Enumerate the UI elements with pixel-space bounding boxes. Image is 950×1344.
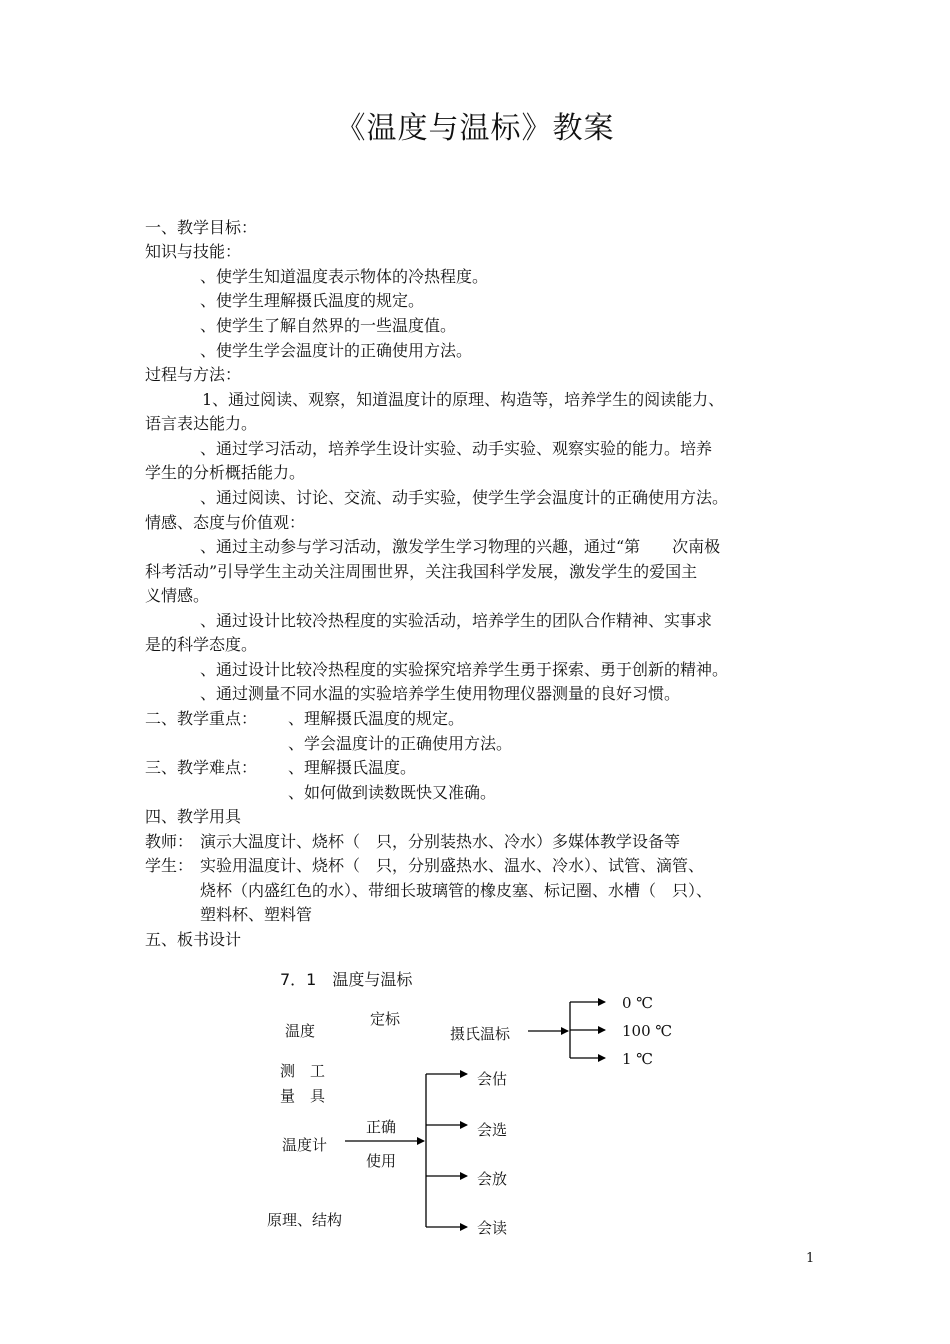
emotion-p1-line2: 科考活动”引导学生主动关注周围世界，关注我国科学发展，激发学生的爱国主 — [145, 562, 698, 581]
page-number: 1 — [806, 1251, 815, 1266]
section-3-heading: 三、教学难点： — [145, 758, 258, 777]
process-p1-line1: 1、通过阅读、观察，知道温度计的原理、构造等，培养学生的阅读能力、 — [202, 390, 725, 409]
board-skill-place: 会放 — [477, 1170, 508, 1188]
emotion-p2-line2: 是的科学态度。 — [145, 635, 258, 654]
process-p2-line1: 、通过学习活动，培养学生设计实验、动手实验、观察实验的能力。培养 — [200, 439, 713, 458]
student-tools-line3: 塑料杯、塑料管 — [200, 905, 313, 924]
emotion-heading: 情感、态度与价值观： — [145, 513, 306, 532]
section-2-heading: 二、教学重点： — [145, 709, 258, 728]
board-value-0: 0 ℃ — [622, 994, 654, 1012]
knowledge-item: 、使学生了解自然界的一些温度值。 — [200, 316, 457, 335]
emotion-p1-line1: 、通过主动参与学习活动，激发学生学习物理的兴趣，通过“第 次南极 — [200, 537, 721, 556]
section-4-heading: 四、教学用具 — [145, 807, 242, 826]
emotion-p2-line1: 、通过设计比较冷热程度的实验活动，培养学生的团队合作精神、实事求 — [200, 611, 713, 630]
student-label: 学生： — [145, 856, 194, 875]
process-p2-line2: 学生的分析概括能力。 — [145, 463, 306, 482]
board-temperature: 温度 — [285, 1022, 316, 1040]
board-use: 使用 — [366, 1152, 397, 1170]
board-title: 7．1 温度与温标 — [280, 970, 413, 989]
board-thermometer: 温度计 — [282, 1136, 328, 1154]
board-celsius-scale: 摄氏温标 — [450, 1025, 511, 1043]
process-p3: 、通过阅读、讨论、交流、动手实验，使学生学会温度计的正确使用方法。 — [200, 488, 729, 507]
knowledge-heading: 知识与技能： — [145, 242, 242, 261]
board-skill-estimate: 会估 — [477, 1070, 508, 1088]
teacher-label: 教师： — [145, 832, 194, 851]
key-point-item: 、学会温度计的正确使用方法。 — [288, 734, 513, 753]
board-principle: 原理、结构 — [267, 1211, 343, 1229]
student-tools-line2: 烧杯（内盛红色的水）、带细长玻璃管的橡皮塞、标记圈、水槽（ 只）、 — [200, 881, 713, 900]
knowledge-item: 、使学生知道温度表示物体的冷热程度。 — [200, 267, 489, 286]
section-1-heading: 一、教学目标： — [145, 218, 258, 237]
student-tools-line1: 实验用温度计、烧杯（ 只，分别盛热水、温水、冷水）、试管、滴管、 — [200, 856, 705, 875]
emotion-p3: 、通过设计比较冷热程度的实验探究培养学生勇于探索、勇于创新的精神。 — [200, 660, 729, 679]
knowledge-item: 、使学生理解摄氏温度的规定。 — [200, 291, 425, 310]
difficulty-item: 、理解摄氏温度。 — [288, 758, 417, 777]
page-title: 《温度与温标》教案 — [335, 111, 615, 146]
process-heading: 过程与方法： — [145, 365, 242, 384]
board-correct: 正确 — [366, 1118, 397, 1136]
difficulty-item: 、如何做到读数既快又准确。 — [288, 783, 497, 802]
section-5-heading: 五、板书设计 — [145, 930, 242, 949]
key-point-item: 、理解摄氏温度的规定。 — [288, 709, 465, 728]
board-measure-tool-2: 量 具 — [280, 1087, 326, 1105]
board-value-1: 1 ℃ — [622, 1050, 654, 1068]
emotion-p4: 、通过测量不同水温的实验培养学生使用物理仪器测量的良好习惯。 — [200, 684, 681, 703]
board-skill-read: 会读 — [477, 1219, 508, 1237]
teacher-tools: 演示大温度计、烧杯（ 只，分别装热水、冷水）多媒体教学设备等 — [200, 832, 681, 851]
board-value-100: 100 ℃ — [622, 1022, 673, 1040]
board-calibration: 定标 — [370, 1010, 401, 1028]
board-measure-tool-1: 测 工 — [280, 1062, 326, 1080]
emotion-p1-line3: 义情感。 — [145, 586, 210, 605]
board-skill-select: 会选 — [477, 1121, 508, 1139]
process-p1-line2: 语言表达能力。 — [145, 414, 258, 433]
knowledge-item: 、使学生学会温度计的正确使用方法。 — [200, 341, 473, 360]
